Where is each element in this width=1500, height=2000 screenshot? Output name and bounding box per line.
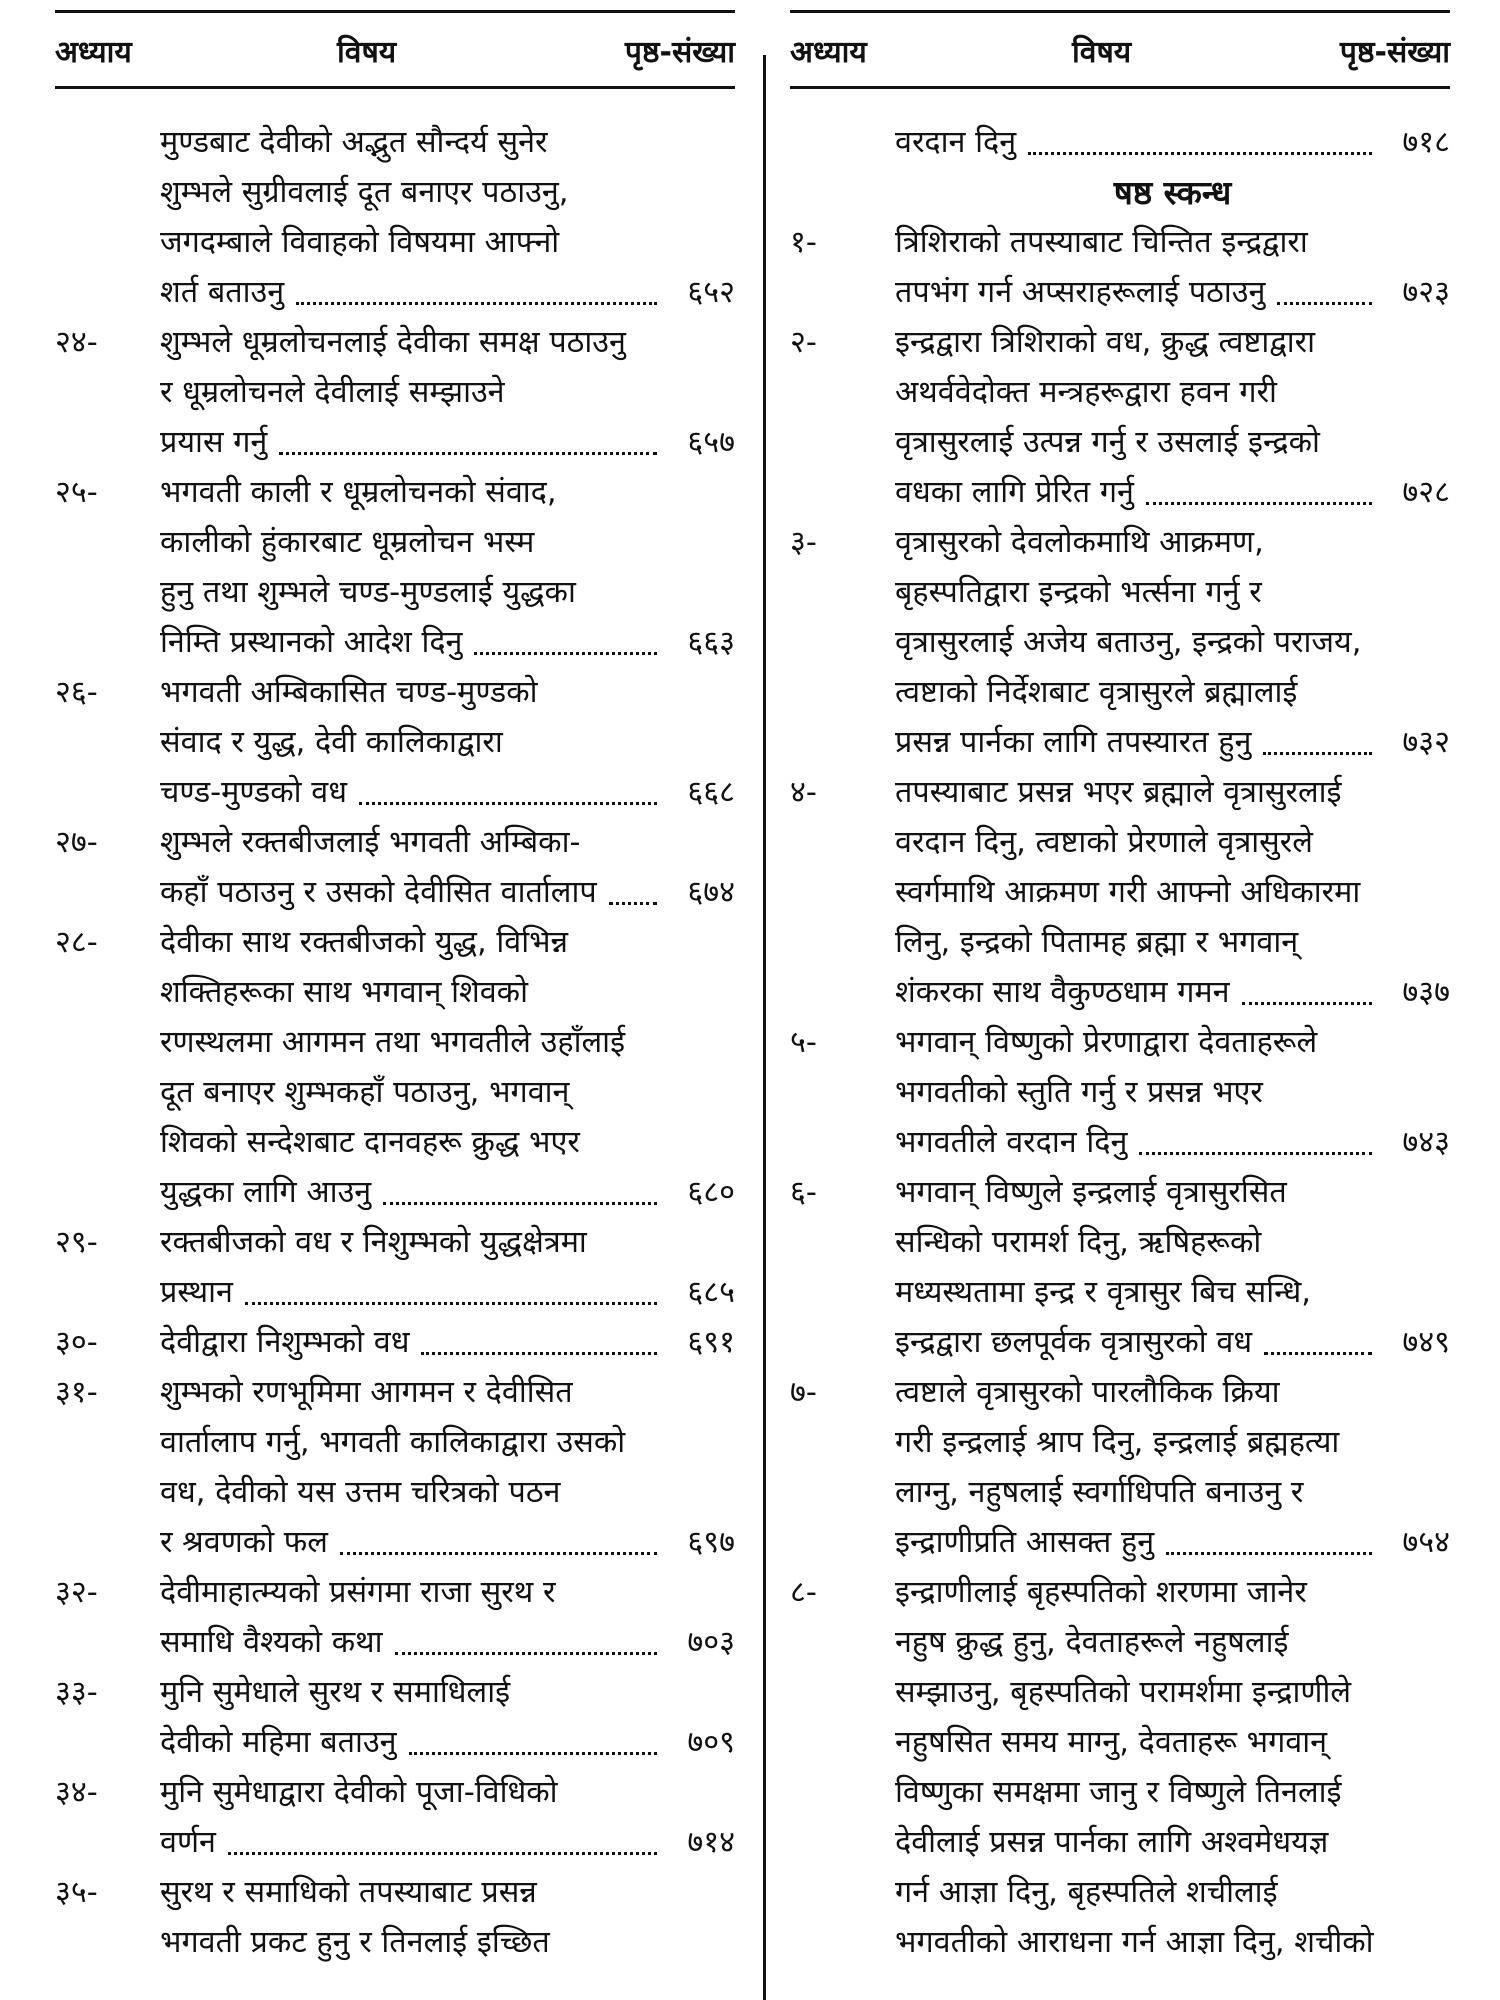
toc-entry-line xyxy=(55,1118,735,1168)
toc-entry-text: त्वष्टाको निर्देशबाट वृत्रासुरले ब्रह्मालाई xyxy=(895,675,1298,710)
toc-entry-text: प्रयास गर्नु xyxy=(160,425,268,460)
toc-entry-line xyxy=(790,1768,1450,1818)
toc-entry-last-line xyxy=(790,968,1450,1018)
chapter-number: १- xyxy=(790,225,817,260)
toc-entry-text: लाग्नु, नहुषलाई स्वर्गाधिपति बनाउनु र xyxy=(895,1475,1304,1510)
top-rule xyxy=(790,10,1450,13)
toc-entry-text: सुरथ र समाधिको तपस्याबाट प्रसन्न xyxy=(160,1875,537,1910)
toc-entry xyxy=(790,768,1450,1018)
toc-entry-text: इन्द्राणीप्रति आसक्त हुनु xyxy=(895,1525,1155,1560)
toc-entry-line xyxy=(790,1168,1450,1218)
dot-leader xyxy=(1139,1152,1372,1155)
toc-entry-last-line xyxy=(55,1518,735,1568)
toc-entry-text: शक्तिहरूका साथ भगवान् शिवको xyxy=(160,975,529,1010)
page-number: ६८५ xyxy=(687,1275,735,1310)
toc-entry-line xyxy=(55,518,735,568)
chapter-number: २५- xyxy=(55,475,98,510)
toc-entry-text: वृत्रासुरलाई अजेय बताउनु, इन्द्रको पराजय, xyxy=(895,625,1362,660)
page-number: ६९१ xyxy=(687,1325,735,1360)
toc-entry-last-line xyxy=(790,468,1450,518)
column-header xyxy=(790,30,1450,80)
chapter-number: २८- xyxy=(55,925,98,960)
column-divider xyxy=(763,55,766,2000)
toc-entry-text: मुनि सुमेधाले सुरथ र समाधिलाई xyxy=(160,1675,511,1710)
toc-entry-line xyxy=(790,568,1450,618)
page-number: ६९७ xyxy=(687,1525,735,1560)
page-number: ७४९ xyxy=(1402,1325,1450,1360)
toc-entry-line xyxy=(790,1568,1450,1618)
toc-entry-text: वरदान दिनु, त्वष्टाको प्रेरणाले वृत्रासुरले xyxy=(895,825,1313,860)
toc-entry-text: दूत बनाएर शुम्भकहाँ पठाउनु, भगवान् xyxy=(160,1075,570,1110)
page-number: ७०९ xyxy=(687,1725,735,1760)
toc-entry-line xyxy=(790,418,1450,468)
toc-entry-text: वार्तालाप गर्नु, भगवती कालिकाद्वारा उसको xyxy=(160,1425,626,1460)
page-number: ७४३ xyxy=(1402,1125,1450,1160)
section-heading: षष्ठ स्कन्ध xyxy=(1113,173,1232,212)
toc-entry-text: बृहस्पतिद्वारा इन्द्रको भर्त्सना गर्नु र xyxy=(895,575,1262,610)
page-number: ६६८ xyxy=(687,775,735,810)
toc-entries-left xyxy=(55,118,735,1968)
toc-entry-line xyxy=(55,1468,735,1518)
toc-entry-text: प्रस्थान xyxy=(160,1275,233,1310)
dot-leader xyxy=(1146,502,1372,505)
toc-entry-text: देवीको महिमा बताउनु xyxy=(160,1725,397,1760)
header-page-number: पृष्ठ-संख्या xyxy=(1339,35,1450,70)
toc-entry-last-line xyxy=(55,1618,735,1668)
dot-leader xyxy=(1264,1352,1372,1355)
page-number: ६५२ xyxy=(687,275,735,310)
toc-entry-text: र श्रवणको फल xyxy=(160,1525,328,1560)
toc-entry-last-line xyxy=(55,1168,735,1218)
toc-entry xyxy=(55,668,735,818)
page-number: ६७४ xyxy=(687,875,735,910)
header-rule xyxy=(790,86,1450,89)
toc-entry xyxy=(790,118,1450,168)
dot-leader xyxy=(228,1852,657,1855)
toc-entry-text: वरदान दिनु xyxy=(895,125,1017,160)
toc-entry-text: भगवतीको स्तुति गर्नु र प्रसन्न भएर xyxy=(895,1075,1263,1110)
toc-entry-last-line xyxy=(55,268,735,318)
page-number: ७२८ xyxy=(1402,475,1450,510)
toc-entry-text: कालीको हुंकारबाट धूम्रलोचन भस्म xyxy=(160,525,535,560)
toc-entry xyxy=(55,1368,735,1568)
toc-entry-line xyxy=(55,668,735,718)
toc-entry-last-line xyxy=(790,1318,1450,1368)
page-number: ७३७ xyxy=(1402,975,1450,1010)
toc-entry xyxy=(55,118,735,318)
toc-entry-line xyxy=(55,918,735,968)
toc-entry-last-line xyxy=(55,1318,735,1368)
toc-entry-text: शर्त बताउनु xyxy=(160,275,285,310)
left-column xyxy=(55,0,735,2000)
toc-entry-line xyxy=(790,518,1450,568)
chapter-number: ३२- xyxy=(55,1575,98,1610)
toc-entry xyxy=(790,218,1450,318)
dot-leader xyxy=(1028,152,1372,155)
header-chapter: अध्याय xyxy=(790,35,867,70)
toc-entry-line xyxy=(790,1818,1450,1868)
toc-entry-line xyxy=(55,818,735,868)
toc-entry-line xyxy=(790,1068,1450,1118)
toc-entry-text: लिनु, इन्द्रको पितामह ब्रह्मा र भगवान् xyxy=(895,925,1299,960)
toc-entry-text: संवाद र युद्ध, देवी कालिकाद्वारा xyxy=(160,725,503,760)
toc-entry-text: निम्ति प्रस्थानको आदेश दिनु xyxy=(160,625,463,660)
toc-entry-line xyxy=(55,718,735,768)
toc-entry-last-line xyxy=(790,118,1450,168)
toc-entry-line xyxy=(790,368,1450,418)
toc-entry-last-line xyxy=(790,1918,1450,1968)
toc-entry-last-line xyxy=(55,1268,735,1318)
toc-entry-line xyxy=(55,468,735,518)
toc-entry-line xyxy=(55,1068,735,1118)
dot-leader xyxy=(1242,1002,1372,1005)
toc-entry-text: समाधि वैश्यको कथा xyxy=(160,1625,383,1660)
toc-entry xyxy=(790,1168,1450,1368)
toc-entry-line xyxy=(790,318,1450,368)
dot-leader xyxy=(1263,752,1372,755)
toc-entry xyxy=(55,318,735,468)
toc-entry-text: वृत्रासुरलाई उत्पन्न गर्नु र उसलाई इन्द्रको xyxy=(895,425,1320,460)
toc-entry-line xyxy=(790,1468,1450,1518)
toc-entry-line xyxy=(55,1018,735,1068)
toc-entry-line xyxy=(790,1868,1450,1918)
toc-entry-last-line xyxy=(55,768,735,818)
toc-entry-text: सन्धिको परामर्श दिनु, ऋषिहरूको xyxy=(895,1225,1262,1260)
toc-entry-text: युद्धका लागि आउनु xyxy=(160,1175,372,1210)
toc-entry-line xyxy=(55,368,735,418)
chapter-number: २९- xyxy=(55,1225,98,1260)
toc-entry-text: भगवान् विष्णुको प्रेरणाद्वारा देवताहरूले xyxy=(895,1025,1318,1060)
toc-entry-last-line xyxy=(790,268,1450,318)
toc-entry-line xyxy=(55,118,735,168)
toc-entry-line xyxy=(790,1618,1450,1668)
toc-entry-text: देवीका साथ रक्तबीजको युद्ध, विभिन्न xyxy=(160,925,568,960)
dot-leader xyxy=(609,902,657,905)
toc-entry-text: देवीमाहात्म्यको प्रसंगमा राजा सुरथ र xyxy=(160,1575,556,1610)
chapter-number: ५- xyxy=(790,1025,817,1060)
toc-entry-text: शुम्भले रक्तबीजलाई भगवती अम्बिका- xyxy=(160,825,581,860)
toc-entry-text: इन्द्राणीलाई बृहस्पतिको शरणमा जानेर xyxy=(895,1575,1307,1610)
toc-entry-text: वर्णन xyxy=(160,1825,216,1860)
toc-entry xyxy=(55,818,735,918)
header-page-number: पृष्ठ-संख्या xyxy=(624,35,735,70)
toc-entry-line xyxy=(55,568,735,618)
toc-entry-line xyxy=(55,218,735,268)
toc-entry xyxy=(790,1568,1450,1968)
toc-entries-right xyxy=(790,118,1450,1968)
toc-entry xyxy=(55,1768,735,1868)
dot-leader xyxy=(296,302,657,305)
toc-entry-line xyxy=(790,1018,1450,1068)
toc-entry-line xyxy=(55,1568,735,1618)
dot-leader xyxy=(395,1652,657,1655)
chapter-number: ७- xyxy=(790,1375,817,1410)
header-subject: विषय xyxy=(337,35,397,70)
header-chapter: अध्याय xyxy=(55,35,132,70)
dot-leader xyxy=(1277,302,1372,305)
toc-entry-line xyxy=(790,1668,1450,1718)
toc-entry-text: इन्द्रद्वारा त्रिशिराको वध, क्रुद्ध त्वष्टाद्वारा xyxy=(895,325,1316,360)
dot-leader xyxy=(340,1552,657,1555)
chapter-number: ६- xyxy=(790,1175,817,1210)
page-number: ६५७ xyxy=(687,425,735,460)
chapter-number: २४- xyxy=(55,325,98,360)
toc-entry-text: विष्णुका समक्षमा जानु र विष्णुले तिनलाई xyxy=(895,1775,1342,1810)
toc-entry-text: शुम्भको रणभूमिमा आगमन र देवीसित xyxy=(160,1375,573,1410)
chapter-number: ३०- xyxy=(55,1325,98,1360)
toc-entry-line xyxy=(790,1718,1450,1768)
toc-entry-text: रणस्थलमा आगमन तथा भगवतीले उहाँलाई xyxy=(160,1025,626,1060)
toc-entry-text: चण्ड-मुण्डको वध xyxy=(160,775,347,810)
toc-entry-text: मुनि सुमेधाद्वारा देवीको पूजा-विधिको xyxy=(160,1775,558,1810)
toc-entry-text: शुम्भले सुग्रीवलाई दूत बनाएर पठाउनु, xyxy=(160,175,569,210)
toc-entry xyxy=(55,1668,735,1768)
toc-entry-text: भगवती काली र धूम्रलोचनको संवाद, xyxy=(160,475,557,510)
chapter-number: ३४- xyxy=(55,1775,98,1810)
dot-leader xyxy=(279,452,657,455)
toc-entry-line xyxy=(790,818,1450,868)
toc-entry-line xyxy=(55,1368,735,1418)
toc-entry-text: भगवान् विष्णुले इन्द्रलाई वृत्रासुरसित xyxy=(895,1175,1287,1210)
toc-entry-text: स्वर्गमाथि आक्रमण गरी आफ्नो अधिकारमा xyxy=(895,875,1361,910)
toc-entry-text: भगवतीले वरदान दिनु xyxy=(895,1125,1128,1160)
column-header xyxy=(55,30,735,80)
toc-entry-text: मुण्डबाट देवीको अद्भुत सौन्दर्य सुनेर xyxy=(160,125,548,160)
toc-entry-text: मध्यस्थतामा इन्द्र र वृत्रासुर बिच सन्धि, xyxy=(895,1275,1311,1310)
toc-entry-line xyxy=(790,768,1450,818)
dot-leader xyxy=(474,652,657,655)
toc-entry-line xyxy=(55,318,735,368)
toc-entry-last-line xyxy=(55,1818,735,1868)
page-number: ७२३ xyxy=(1402,275,1450,310)
toc-entry-text: त्रिशिराको तपस्याबाट चिन्तित इन्द्रद्वारा xyxy=(895,225,1308,260)
toc-entry xyxy=(55,1868,735,1968)
toc-entry-text: नहुष क्रुद्ध हुनु, देवताहरूले नहुषलाई xyxy=(895,1625,1289,1660)
toc-entry-text: वध, देवीको यस उत्तम चरित्रको पठन xyxy=(160,1475,561,1510)
dot-leader xyxy=(383,1202,657,1205)
toc-entry-last-line xyxy=(55,418,735,468)
page-number: ७०३ xyxy=(687,1625,735,1660)
toc-entry-line xyxy=(790,218,1450,268)
toc-entry-text: अथर्ववेदोक्त मन्त्रहरूद्वारा हवन गरी xyxy=(895,375,1277,410)
page-number: ७३२ xyxy=(1402,725,1450,760)
dot-leader xyxy=(409,1752,657,1755)
toc-entry-last-line xyxy=(790,1518,1450,1568)
dot-leader xyxy=(245,1302,657,1305)
chapter-number: ३१- xyxy=(55,1375,98,1410)
chapter-number: २७- xyxy=(55,825,98,860)
toc-entry-line xyxy=(790,1268,1450,1318)
toc-entry-text: त्वष्टाले वृत्रासुरको पारलौकिक क्रिया xyxy=(895,1375,1280,1410)
toc-entry-text: तपस्याबाट प्रसन्न भएर ब्रह्माले वृत्रासुरलाई xyxy=(895,775,1342,810)
toc-entry xyxy=(55,1218,735,1318)
header-rule xyxy=(55,86,735,89)
dot-leader xyxy=(1166,1552,1372,1555)
toc-entry-text: जगदम्बाले विवाहको विषयमा आफ्नो xyxy=(160,225,560,260)
toc-entry-line xyxy=(55,1668,735,1718)
toc-entry-text: देवीलाई प्रसन्न पार्नका लागि अश्वमेधयज्ञ xyxy=(895,1825,1329,1860)
dot-leader xyxy=(421,1352,657,1355)
toc-entry-line xyxy=(55,168,735,218)
toc-entry-text: तपभंग गर्न अप्सराहरूलाई पठाउनु xyxy=(895,275,1266,310)
toc-entry xyxy=(790,518,1450,768)
toc-entry-text: भगवती अम्बिकासित चण्ड-मुण्डको xyxy=(160,675,538,710)
toc-entry-line xyxy=(790,668,1450,718)
toc-entry-text: भगवतीको आराधना गर्न आज्ञा दिनु, शचीको xyxy=(895,1925,1374,1960)
toc-entry-line xyxy=(55,1768,735,1818)
page-number: ७१४ xyxy=(687,1825,735,1860)
page-number: ६६३ xyxy=(687,625,735,660)
toc-entry xyxy=(55,1318,735,1368)
chapter-number: ३- xyxy=(790,525,817,560)
toc-entry xyxy=(55,918,735,1218)
toc-entry-line xyxy=(790,868,1450,918)
toc-entry-text: सम्झाउनु, बृहस्पतिको परामर्शमा इन्द्राणीले xyxy=(895,1675,1352,1710)
toc-entry-line xyxy=(55,1868,735,1918)
toc-entry xyxy=(790,1368,1450,1568)
toc-entry-last-line xyxy=(55,868,735,918)
toc-entry-text: शंकरका साथ वैकुण्ठधाम गमन xyxy=(895,975,1230,1010)
chapter-number: ३५- xyxy=(55,1875,98,1910)
toc-entry-last-line xyxy=(790,1118,1450,1168)
toc-entry-text: हुनु तथा शुम्भले चण्ड-मुण्डलाई युद्धका xyxy=(160,575,576,610)
toc-entry xyxy=(790,318,1450,518)
toc-entry-text: वधका लागि प्रेरित गर्नु xyxy=(895,475,1134,510)
chapter-number: ४- xyxy=(790,775,817,810)
toc-entry-line xyxy=(55,1418,735,1468)
toc-entry-line xyxy=(790,1218,1450,1268)
dot-leader xyxy=(359,802,657,805)
toc-entry-last-line xyxy=(790,718,1450,768)
toc-entry-text: नहुषसित समय माग्नु, देवताहरू भगवान् xyxy=(895,1725,1328,1760)
page-number: ७१८ xyxy=(1402,125,1450,160)
toc-entry-text: शिवको सन्देशबाट दानवहरू क्रुद्ध भएर xyxy=(160,1125,580,1160)
toc-entry-text: गरी इन्द्रलाई श्राप दिनु, इन्द्रलाई ब्रह्महत्या xyxy=(895,1425,1340,1460)
toc-entry-text: प्रसन्न पार्नका लागि तपस्यारत हुनु xyxy=(895,725,1252,760)
page-number: ७५४ xyxy=(1402,1525,1450,1560)
top-rule xyxy=(55,10,735,13)
toc-entry-last-line xyxy=(55,1718,735,1768)
chapter-number: ८- xyxy=(790,1575,817,1610)
toc-entry xyxy=(55,1568,735,1668)
toc-entry-text: गर्न आज्ञा दिनु, बृहस्पतिले शचीलाई xyxy=(895,1875,1278,1910)
toc-entry-line xyxy=(790,1418,1450,1468)
toc-entry-line xyxy=(790,618,1450,668)
header-subject: विषय xyxy=(1072,35,1132,70)
chapter-number: २- xyxy=(790,325,817,360)
toc-entry-text: रक्तबीजको वध र निशुम्भको युद्धक्षेत्रमा xyxy=(160,1225,587,1260)
toc-entry-text: भगवती प्रकट हुनु र तिनलाई इच्छित xyxy=(160,1925,550,1960)
toc-entry-text: कहाँ पठाउनु र उसको देवीसित वार्तालाप xyxy=(160,875,597,910)
right-column xyxy=(790,0,1450,2000)
toc-entry-text: वृत्रासुरको देवलोकमाथि आक्रमण, xyxy=(895,525,1264,560)
toc-entry-text: इन्द्रद्वारा छलपूर्वक वृत्रासुरको वध xyxy=(895,1325,1253,1360)
toc-entry-line xyxy=(55,1218,735,1268)
toc-entry-line xyxy=(55,968,735,1018)
toc-entry-line xyxy=(790,918,1450,968)
toc-entry xyxy=(55,468,735,668)
chapter-number: २६- xyxy=(55,675,98,710)
toc-entry-line xyxy=(790,1368,1450,1418)
toc-entry xyxy=(790,1018,1450,1168)
toc-entry-text: र धूम्रलोचनले देवीलाई सम्झाउने xyxy=(160,375,505,410)
page-number: ६८० xyxy=(687,1175,735,1210)
chapter-number: ३३- xyxy=(55,1675,98,1710)
toc-entry-last-line xyxy=(55,618,735,668)
toc-entry-last-line xyxy=(55,1918,735,1968)
toc-entry-text: शुम्भले धूम्रलोचनलाई देवीका समक्ष पठाउनु xyxy=(160,325,626,360)
toc-entry-text: देवीद्वारा निशुम्भको वध xyxy=(160,1325,410,1360)
